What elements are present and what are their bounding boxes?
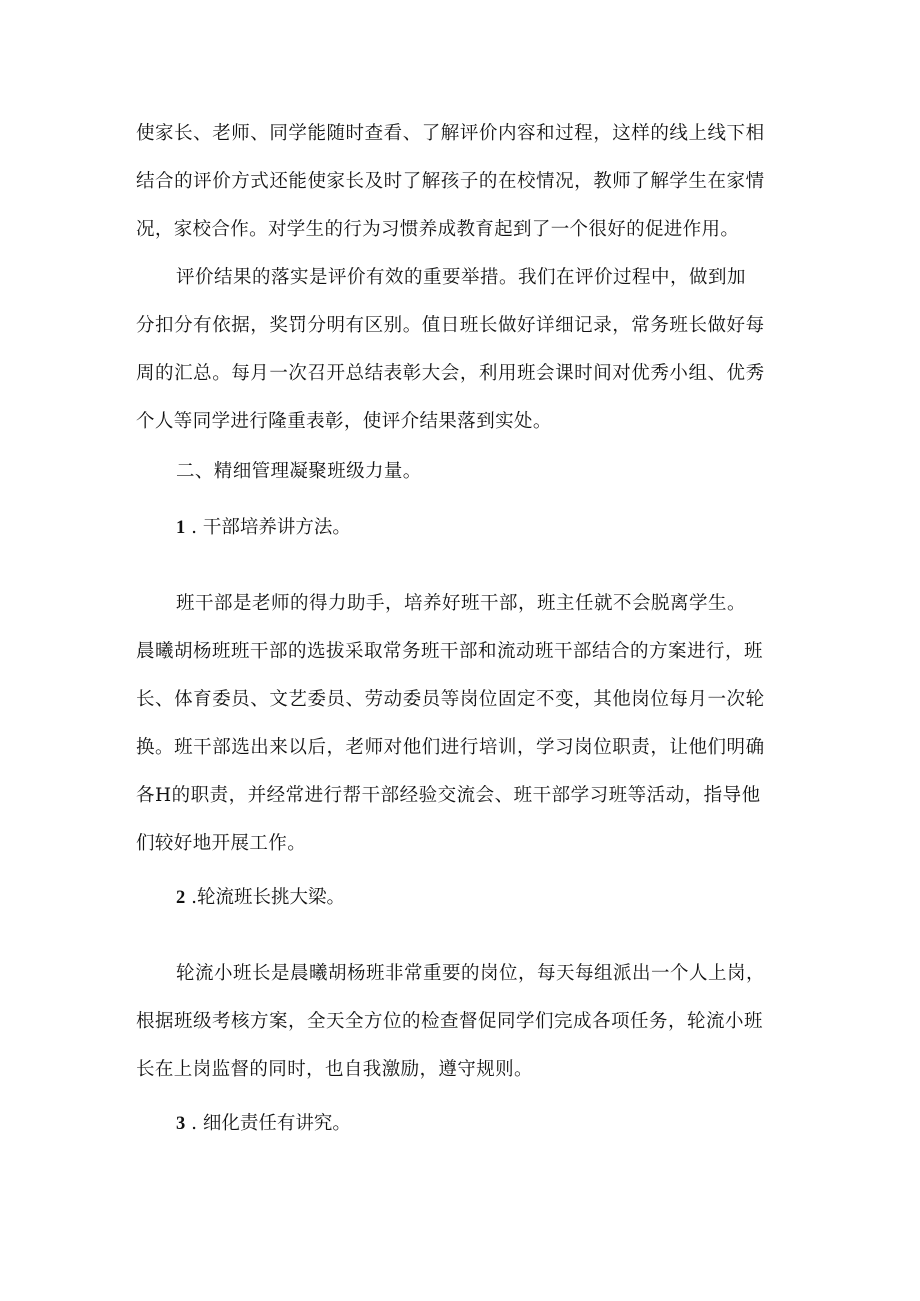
text-line: 晨曦胡杨班班干部的选拔采取常务班干部和流动班干部结合的方案进行，班	[136, 641, 764, 662]
text-line: 根据班级考核方案，全天全方位的检查督促同学们完成各项任务，轮流小班	[136, 1011, 764, 1032]
item-title: . 干部培养讲方法。	[191, 517, 351, 538]
text-line: 结合的评价方式还能使家长及时了解孩子的在校情况，教师了解学生在家情	[136, 171, 765, 192]
text-line: 长、体育委员、文艺委员、劳动委员等岗位固定不变，其他岗位每月一次轮	[136, 689, 765, 710]
item-number: 1	[176, 518, 186, 538]
text-line: 评价结果的落实是评价有效的重要举措。我们在评价过程中，做到加	[176, 267, 747, 288]
text-line: 们较好地开展工作。	[136, 833, 307, 854]
subheading-item-1	[176, 515, 351, 541]
item-title: .轮流班长挑大梁。	[191, 887, 346, 908]
section-heading: 二、精细管理凝聚班级力量。	[176, 461, 422, 482]
text-line: 况，家校合作。对学生的行为习惯养成教育起到了一个很好的促进作用。	[136, 219, 740, 240]
item-number: 2	[176, 888, 186, 908]
text-line: 周的汇总。每月一次召开总结表彰大会，利用班会课时间对优秀小组、优秀	[136, 363, 765, 384]
text-line: 个人等同学进行隆重表彰，使评介结果落到实处。	[136, 411, 552, 432]
item-title: . 细化责任有讲究。	[191, 1113, 351, 1134]
subheading-item-2	[176, 885, 345, 911]
text-line: 轮流小班长是晨曦胡杨班非常重要的岗位，每天每组派出一个人上岗，	[176, 963, 766, 984]
text-line: 班干部是老师的得力助手，培养好班干部，班主任就不会脱离学生。	[176, 593, 747, 614]
text-line: 换。班干部选出来以后，老师对他们进行培训，学习岗位职责，让他们明确	[136, 737, 765, 758]
text-line: 分扣分有依据，奖罚分明有区别。值日班长做好详细记录，常务班长做好每	[136, 315, 765, 336]
text-line: 长在上岗监督的同时，也自我激励，遵守规则。	[136, 1059, 533, 1080]
subheading-item-3	[176, 1111, 351, 1137]
item-number: 3	[176, 1114, 186, 1134]
text-line: 各H的职责，并经常进行帮干部经验交流会、班干部学习班等活动，指导他	[136, 785, 761, 806]
text-line: 使家长、老师、同学能随时查看、了解评价内容和过程，这样的线上线下相	[136, 123, 765, 144]
